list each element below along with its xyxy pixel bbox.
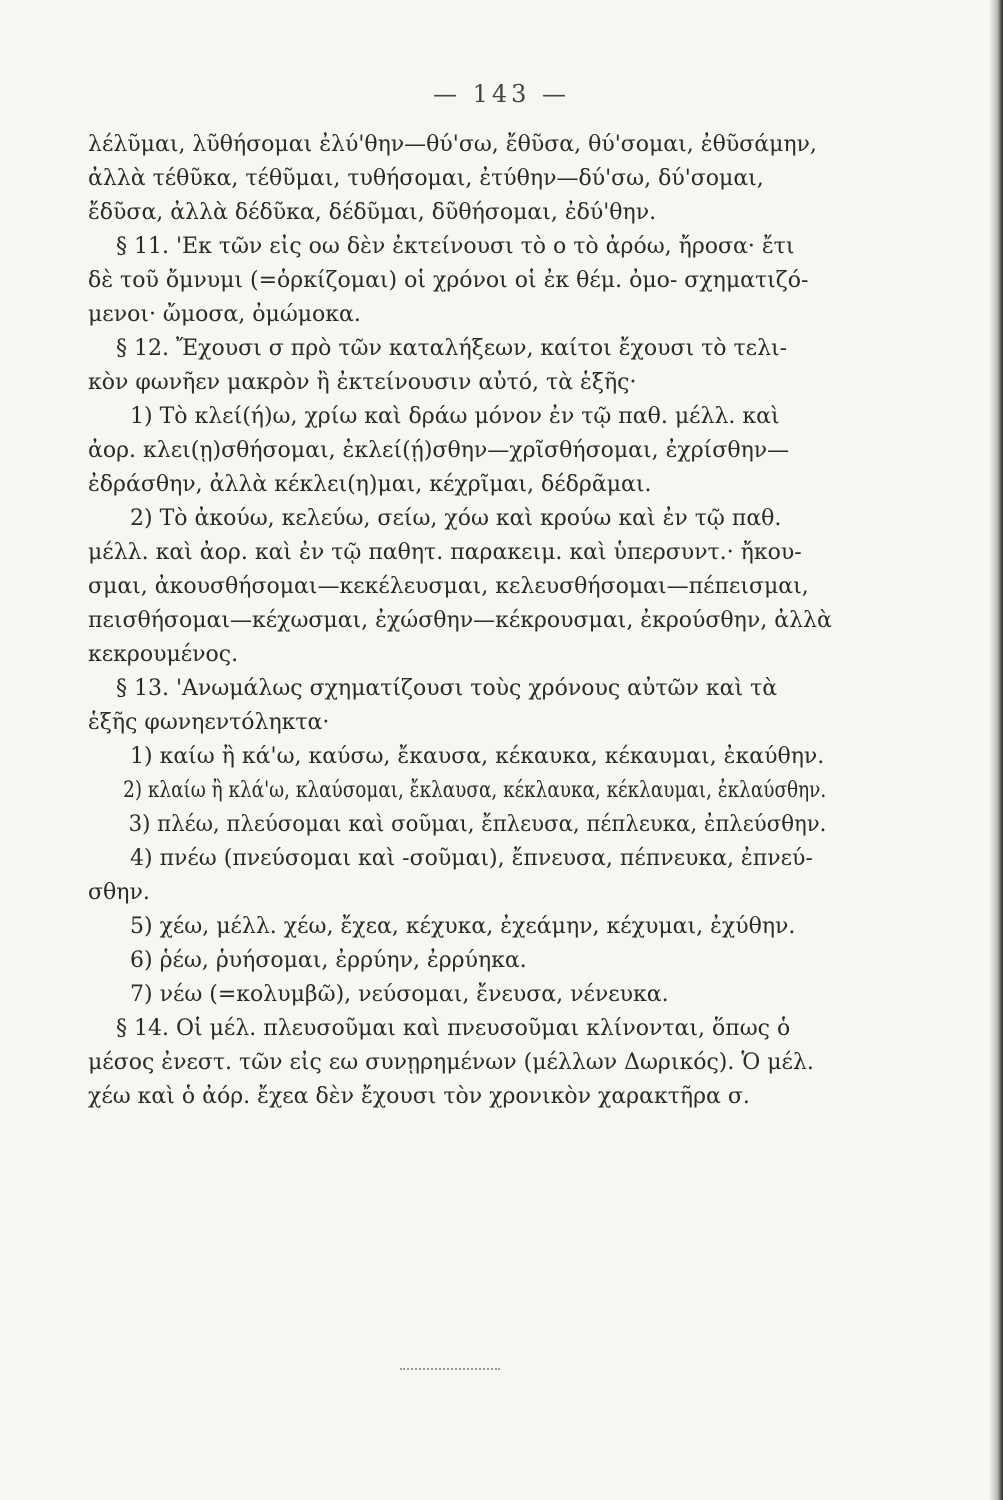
text-line: μενοι· ὤμοσα, ὀμώμοκα.: [88, 302, 361, 327]
text-line: μέσος ἐνεστ. τῶν εἰς εω συνῃρημένων (μέλλων Δωρικός). Ὁ μέλ.: [88, 1050, 814, 1075]
text-line: ἐδράσθην, ἀλλὰ κέκλει(η)μαι, κέχρῖμαι, δέδρᾶμαι.: [88, 472, 652, 497]
bottom-separator: [400, 1368, 500, 1370]
text-line: 1) καίω ἢ κά'ω, καύσω, ἔκαυσα, κέκαυκα, κέκαυμαι, ἐκαύθην.: [130, 744, 825, 769]
text-line: § 12. Ἔχουσι σ πρὸ τῶν καταλήξεων, καίτοι ἔχουσι τὸ τελι-: [116, 336, 788, 361]
text-line: ἀορ. κλει(ῃ)σθήσομαι, ἐκλεί(ῄ)σθην—χρῖσθήσομαι, ἐχρίσθην—: [88, 438, 790, 463]
text-line: ἔδῦσα, ἀλλὰ δέδῦκα, δέδῦμαι, δῦθήσομαι, ἐδύ'θην.: [88, 200, 657, 225]
text-line: πεισθήσομαι—κέχωσμαι, ἐχώσθην—κέκρουσμαι, ἐκρούσθην, ἀλλὰ: [88, 608, 832, 633]
page-number: — 143 —: [432, 80, 571, 108]
body-text: [88, 128, 868, 1114]
text-line: σμαι, ἀκουσθήσομαι—κεκέλευσμαι, κελευσθήσομαι—πέπεισμαι,: [88, 574, 809, 599]
text-line: 1) Τὸ κλεί(ή)ω, χρίω καὶ δράω μόνον ἐν τῷ παθ. μέλλ. καὶ: [130, 404, 780, 429]
text-line: 2) Τὸ ἀκούω, κελεύω, σείω, χόω καὶ κρούω καὶ ἐν τῷ παθ.: [130, 506, 782, 531]
text-line: μέλλ. καὶ ἀορ. καὶ ἐν τῷ παθητ. παρακειμ. καὶ ὑπερσυντ.· ἤκου-: [88, 540, 802, 565]
page-edge-shadow: [989, 0, 1003, 1500]
text-line: 6) ῥέω, ῥυήσομαι, ἐρρύην, ἐρρύηκα.: [130, 948, 527, 973]
text-line: δὲ τοῦ ὄμνυμι (=ὁρκίζομαι) οἱ χρόνοι οἱ ἐκ θέμ. ὀμο- σχηματιζό-: [88, 268, 809, 293]
text-line: § 14. Οἱ μέλ. πλευσοῦμαι καὶ πνευσοῦμαι κλίνονται, ὅπως ὁ: [116, 1016, 791, 1041]
text-line: λέλῦμαι, λῦθήσομαι ἐλύ'θην—θύ'σω, ἔθῦσα, θύ'σομαι, ἐθῦσάμην,: [88, 132, 817, 157]
text-line: 5) χέω, μέλλ. χέω, ἔχεα, κέχυκα, ἐχεάμην, κέχυμαι, ἐχύθην.: [130, 914, 796, 939]
text-line: σθην.: [88, 880, 150, 905]
text-line: κὸν φωνῆεν μακρὸν ἢ ἐκτείνουσιν αὐτό, τὰ ἑξῆς·: [88, 370, 637, 395]
text-line: 4) πνέω (πνεύσομαι καὶ -σοῦμαι), ἔπνευσα, πέπνευκα, ἐπνεύ-: [130, 846, 813, 871]
text-line: κεκρουμένος.: [88, 642, 239, 667]
text-line: χέω καὶ ὁ ἀόρ. ἔχεα δὲν ἔχουσι τὸν χρονικὸν χαρακτῆρα σ.: [88, 1084, 750, 1109]
text-line: § 11. 'Εκ τῶν εἰς οω δὲν ἐκτείνουσι τὸ ο τὸ ἀρόω, ἤροσα· ἔτι: [116, 234, 795, 259]
text-line: 7) νέω (=κολυμβῶ), νεύσομαι, ἔνευσα, νένευκα.: [130, 982, 669, 1007]
text-line: ἀλλὰ τέθῦκα, τέθῦμαι, τυθήσομαι, ἐτύθην—δύ'σω, δύ'σομαι,: [88, 166, 764, 191]
text-line: 2) κλαίω ἢ κλά'ω, κλαύσομαι, ἔκλαυσα, κέκλαυκα, κέκλαυμαι, ἐκλαύσθην.: [123, 778, 827, 803]
text-line: § 13. 'Ανωμάλως σχηματίζουσι τοὺς χρόνους αὐτῶν καὶ τὰ: [116, 676, 778, 701]
text-line: 3) πλέω, πλεύσομαι καὶ σοῦμαι, ἔπλευσα, πέπλευκα, ἐπλεύσθην.: [128, 812, 827, 837]
text-line: ἑξῆς φωνηεντόληκτα·: [88, 710, 330, 735]
